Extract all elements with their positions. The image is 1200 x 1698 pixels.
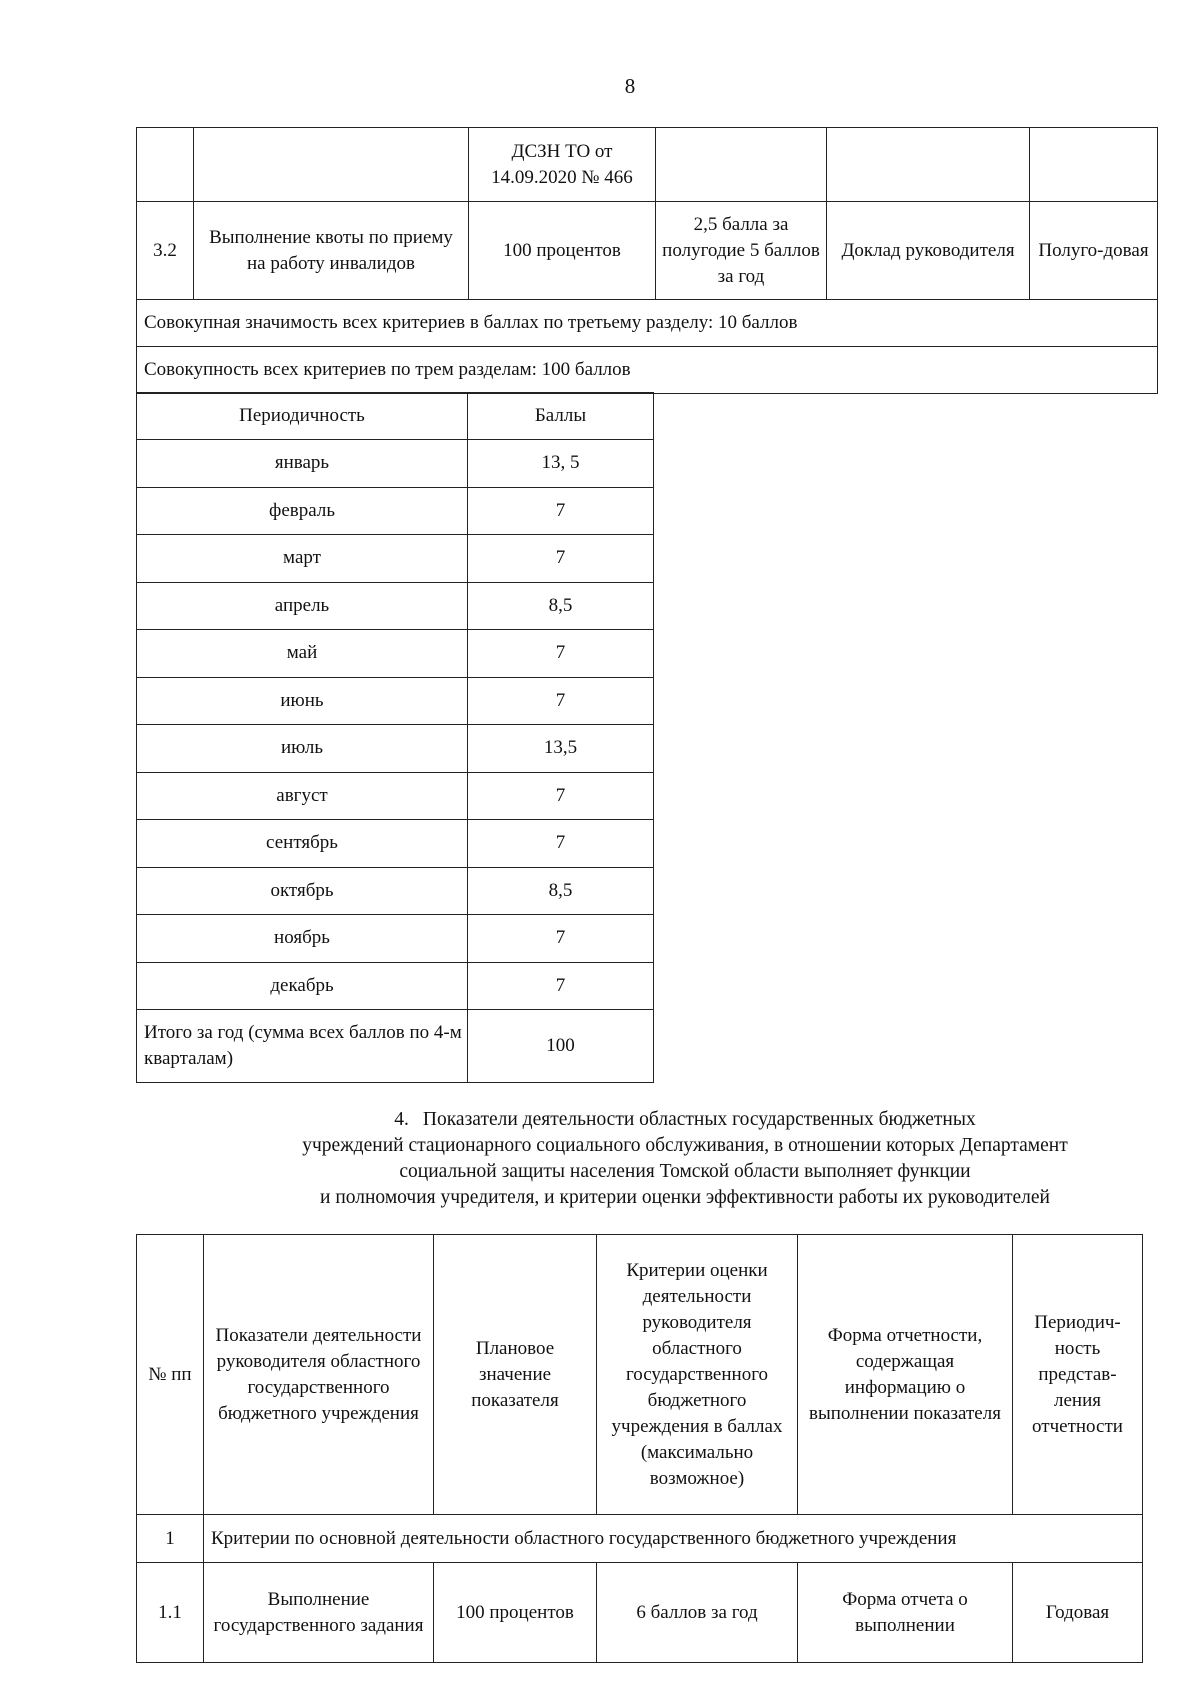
header-periodicity: Периодичность (137, 393, 468, 440)
section-number: 4. (394, 1109, 409, 1130)
header-form: Форма отчетности, содержащая информацию о выполнении показателя (798, 1235, 1013, 1515)
criteria-cell: 6 баллов за год (597, 1563, 798, 1663)
criteria-cell (656, 128, 827, 202)
total-row (137, 1010, 654, 1083)
points-cell: 7 (468, 820, 654, 868)
form-cell: Форма отчета о выполнении (798, 1563, 1013, 1663)
table-row (137, 440, 654, 488)
indicator-cell: Выполнение квоты по приему на работу инвалидов (194, 202, 469, 300)
table-row (137, 630, 654, 678)
heading-line: Показатели деятельности областных государственных бюджетных (422, 1109, 976, 1130)
form-cell (827, 128, 1030, 202)
header-num: № пп (137, 1235, 204, 1515)
table-row (137, 915, 654, 963)
table-row (137, 820, 654, 868)
table-row (137, 962, 654, 1010)
total-label-cell: Итого за год (сумма всех баллов по 4-м кварталам) (137, 1010, 468, 1083)
summary-total-cell: Совокупность всех критериев по трем разделам: 100 баллов (137, 347, 1158, 394)
row-num-cell: 1 (137, 1515, 204, 1563)
points-cell: 8,5 (468, 582, 654, 630)
header-period: Периодич-ность представ-ления отчетности (1013, 1235, 1143, 1515)
header-indicator: Показатели деятельности руководителя областного государственного бюджетного учреждения (204, 1235, 434, 1515)
row-num-cell (137, 128, 194, 202)
summary-row (137, 300, 1158, 347)
period-cell: апрель (137, 582, 468, 630)
table-row (137, 202, 1158, 300)
period-cell: декабрь (137, 962, 468, 1010)
header-criteria: Критерии оценки деятельности руководителя областного государственного бюджетного учреждения в баллах (максимально возможное) (597, 1235, 798, 1515)
section4-table (136, 1234, 1143, 1663)
period-cell: сентябрь (137, 820, 468, 868)
heading-line: учреждений стационарного социального обслуживания, в отношении которых Департамент (302, 1135, 1068, 1156)
period-cell (1030, 128, 1158, 202)
plan-cell: 100 процентов (434, 1563, 597, 1663)
row-num-cell: 1.1 (137, 1563, 204, 1663)
table-row (137, 677, 654, 725)
header-plan: Плановое значение показателя (434, 1235, 597, 1515)
form-cell: Доклад руководителя (827, 202, 1030, 300)
points-cell: 7 (468, 535, 654, 583)
section3-table (136, 127, 1158, 394)
points-cell: 7 (468, 487, 654, 535)
period-cell: июль (137, 725, 468, 773)
period-cell: февраль (137, 487, 468, 535)
heading-line: и полномочия учредителя, и критерии оценки эффективности работы их руководителей (320, 1187, 1050, 1208)
period-cell: ноябрь (137, 915, 468, 963)
row-num-cell: 3.2 (137, 202, 194, 300)
table-row (137, 772, 654, 820)
table-row (137, 128, 1158, 202)
points-cell: 7 (468, 915, 654, 963)
header-points: Баллы (468, 393, 654, 440)
period-cell: июнь (137, 677, 468, 725)
points-cell: 7 (468, 772, 654, 820)
page-number: 8 (624, 74, 636, 98)
table-row (137, 487, 654, 535)
table-row (137, 867, 654, 915)
indicator-cell (194, 128, 469, 202)
section-row (137, 1515, 1143, 1563)
points-cell: 13, 5 (468, 440, 654, 488)
period-cell: январь (137, 440, 468, 488)
points-by-month-table (136, 392, 654, 1083)
section4-heading (150, 1107, 1200, 1211)
period-cell: октябрь (137, 867, 468, 915)
points-cell: 7 (468, 630, 654, 678)
summary-section3-cell: Совокупная значимость всех критериев в баллах по третьему разделу: 10 баллов (137, 300, 1158, 347)
period-cell: Годовая (1013, 1563, 1143, 1663)
period-cell: август (137, 772, 468, 820)
plan-cell: 100 процентов (469, 202, 656, 300)
plan-cell: ДСЗН ТО от 14.09.2020 № 466 (469, 128, 656, 202)
total-value-cell: 100 (468, 1010, 654, 1083)
points-cell: 8,5 (468, 867, 654, 915)
section-title-cell: Критерии по основной деятельности областного государственного бюджетного учреждения (204, 1515, 1143, 1563)
period-cell: май (137, 630, 468, 678)
points-cell: 13,5 (468, 725, 654, 773)
points-cell: 7 (468, 677, 654, 725)
period-cell: Полуго-довая (1030, 202, 1158, 300)
table-row (137, 725, 654, 773)
indicator-cell: Выполнение государственного задания (204, 1563, 434, 1663)
period-cell: март (137, 535, 468, 583)
points-cell: 7 (468, 962, 654, 1010)
heading-line: социальной защиты населения Томской области выполняет функции (399, 1161, 971, 1182)
header-row (137, 393, 654, 440)
summary-row (137, 347, 1158, 394)
table-row (137, 535, 654, 583)
table-row (137, 1563, 1143, 1663)
header-row (137, 1235, 1143, 1515)
table-row (137, 582, 654, 630)
criteria-cell: 2,5 балла за полугодие 5 баллов за год (656, 202, 827, 300)
